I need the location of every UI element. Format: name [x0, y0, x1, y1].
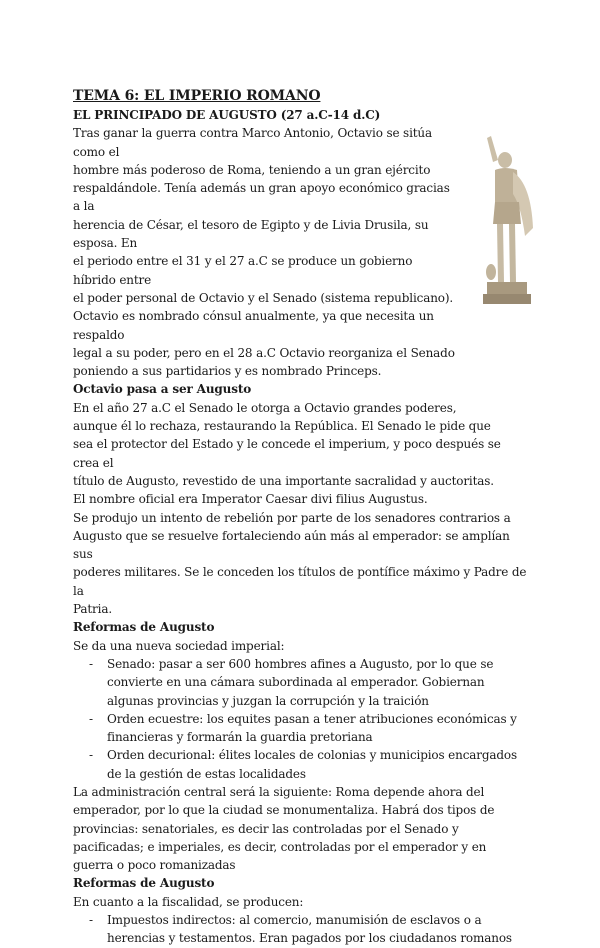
text-line: El nombre oficial era Imperator Caesar divi filius Augustus.	[73, 492, 428, 507]
section-heading-principado: EL PRINCIPADO DE AUGUSTO (27 a.C-14 d.C)	[73, 108, 381, 122]
list-item: - Impuestos indirectos: al comercio, manumisión de esclavos o a herencias y testamentos. Eran pagados por los ciudadanos romanos	[73, 911, 528, 948]
text-line: el poder personal de Octavio y el Senado (sistema republicano).	[73, 290, 454, 305]
text-line: En el año 27 a.C el Senado le otorga a Octavio grandes poderes,	[73, 400, 457, 415]
document-title: TEMA 6: EL IMPERIO ROMANO	[73, 88, 321, 104]
augusto-paragraph	[73, 399, 528, 619]
reformas-list	[73, 655, 528, 783]
list-item: - Orden decurional: élites locales de colonias y municipios encargados de la gestión de estas localidades	[73, 746, 528, 783]
text-line: Se produjo un intento de rebelión por parte de los senadores contrarios a	[73, 510, 511, 525]
section-heading-reformas: Reformas de Augusto	[73, 620, 215, 635]
text-line: poderes militares. Se le conceden los títulos de pontífice máximo y Padre de la	[73, 565, 527, 598]
text-line: aunque él lo rechaza, restaurando la República. El Senado le pide que	[73, 419, 491, 434]
text-line: el periodo entre el 31 y el 27 a.C se produce un gobierno híbrido entre	[73, 254, 413, 287]
text-line: sea el protector del Estado y le concede el imperium, y poco después se crea el	[73, 437, 501, 470]
text-line: Octavio es nombrado cónsul anualmente, ya que necesita un respaldo	[73, 309, 434, 342]
document-content	[73, 86, 528, 948]
section-heading-reformas-fiscal: Reformas de Augusto	[73, 876, 215, 891]
fiscalidad-lead: En cuanto a la fiscalidad, se producen:	[73, 894, 304, 909]
list-item: - Senado: pasar a ser 600 hombres afines a Augusto, por lo que se convierte en una cámara subordinada al emperador. Gobiernan algunas provincias y juzgan la corrupción y la traición	[73, 655, 528, 710]
text-line: hombre más poderoso de Roma, teniendo a un gran ejército	[73, 162, 431, 177]
section-heading-augusto: Octavio pasa a ser Augusto	[73, 382, 252, 397]
text-line: Tras ganar la guerra contra Marco Antonio, Octavio se sitúa como el	[73, 126, 433, 159]
list-item: - Orden ecuestre: los equites pasan a tener atribuciones económicas y financieras y formarán la guardia pretoriana	[73, 710, 528, 747]
text-line: respaldándole. Tenía además un gran apoyo económico gracias a la	[73, 181, 450, 214]
text-line: poniendo a sus partidarios y es nombrado Princeps.	[73, 364, 382, 379]
text-line: legal a su poder, pero en el 28 a.C Octavio reorganiza el Senado	[73, 345, 455, 360]
text-line: Patria.	[73, 602, 113, 617]
administracion-paragraph: La administración central será la siguiente: Roma depende ahora del emperador, por lo que la ciudad se monumentaliza. Habrá dos tipos de provincias: senatoriales, es decir las controladas por el Senado y pacificadas; e imperiales, es decir, controladas por el emperador y en guerra o poco romanizadas	[73, 784, 495, 873]
text-line: Augusto que se resuelve fortaleciendo aún más al emperador: se amplían sus	[73, 528, 510, 562]
text-line: título de Augusto, revestido de una importante sacralidad y auctoritas.	[73, 473, 494, 488]
intro-paragraph	[73, 124, 528, 380]
fiscalidad-list	[73, 911, 528, 948]
reformas-lead: Se da una nueva sociedad imperial:	[73, 638, 285, 653]
text-line: herencia de César, el tesoro de Egipto y de Livia Drusila, su esposa. En	[73, 217, 429, 251]
